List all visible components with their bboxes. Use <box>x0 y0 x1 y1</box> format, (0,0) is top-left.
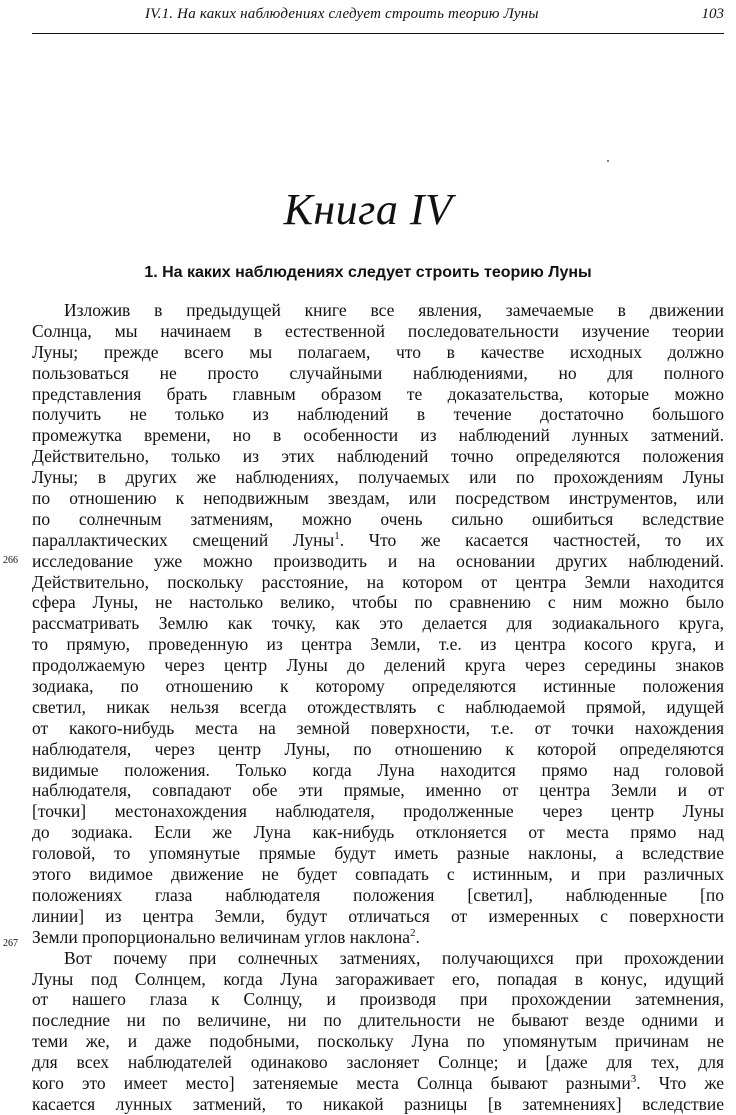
text-line: получить не только из наблюдений в течение достаточно большого <box>32 404 724 425</box>
text-line: исследование уже можно производить и на основании других наблюдений. <box>32 550 724 571</box>
text-line: по отношению к неподвижным звездам, или посредством инструментов, или <box>32 488 724 509</box>
text-line: теми же, и даже подобными, поскольку Луна по упомянутым причинам не <box>32 1031 724 1052</box>
text-line: головой, то упомянутые прямые будут иметь разные наклоны, а вследствие <box>32 843 724 864</box>
book-title: Книга IV <box>283 185 453 234</box>
text-line: видимые положения. Только когда Луна находится прямо над головой <box>32 759 724 780</box>
text-line: Изложив в предыдущей книге все явления, замечаемые в движении <box>64 300 724 320</box>
footnote-mark: 2 <box>409 926 416 939</box>
text-fragment: Земли пропорционально величинам углов наклона <box>32 926 410 947</box>
text-line: этого видимое движение не будет совпадать с истинным, и при различных <box>32 864 724 885</box>
text-line: Вот почему при солнечных затмениях, получающихся при прохождении <box>64 947 724 968</box>
footnote-mark: 1 <box>334 529 340 542</box>
text-line: наблюдателя, через центр Луны, по отношению к которой определяются <box>32 738 724 759</box>
text-line: Действительно, только из этих наблюдений точно определяются положения <box>32 446 724 467</box>
text-line: последние ни по величине, ни по длительности не бывают везде одними и <box>32 1010 724 1031</box>
text-line: зодиака, по отношению к которому определяются истинные положения <box>32 676 724 697</box>
text-line: сфера Луны, не настолько велико, чтобы по сравнению с ним можно было <box>32 592 724 613</box>
text-line: то прямую, проведенную из центра Земли, т.е. из центра косого круга, и <box>32 634 724 655</box>
running-title: IV.1. На каких наблюдениях следует строить теорию Луны <box>145 6 539 22</box>
running-header <box>32 6 724 32</box>
text-line: светил, никак нельзя всегда отождествлять с наблюдаемой прямой, идущей <box>32 696 724 717</box>
footnote-mark: 3 <box>630 1073 637 1086</box>
text-line: наблюдателя, совпадают обе эти прямые, именно от центра Земли и от <box>32 780 724 801</box>
text-line: рассматривать Землю как точку, как это делается для зодиакального круга, <box>32 613 724 634</box>
text-line: касается лунных затмений, то никакой разницы [в затемнениях] вследствие <box>32 1093 724 1114</box>
page-number: 103 <box>701 6 724 22</box>
text-line: от нашего глаза к Солнцу, и производя при прохождении затемнения, <box>32 989 724 1010</box>
text-line <box>32 1073 724 1094</box>
text-fragment: параллактических смещений Луны <box>32 529 335 550</box>
text-fragment: кого это имеет место] затеняемые места Солнца бывают разными <box>32 1072 631 1093</box>
text-line: Действительно, поскольку расстояние, на котором от центра Земли находится <box>32 571 724 592</box>
text-line: Луны; в других же наблюдениях, получаемых или по прохождениям Луны <box>32 467 724 488</box>
text-line: Луны; прежде всего мы полагаем, что в качестве исходных должно <box>32 341 724 362</box>
text-line: пользоваться не просто случайными наблюдениями, но для полного <box>32 362 724 383</box>
text-line: до зодиака. Если же Луна как-нибудь отклоняется от места прямо над <box>32 822 724 843</box>
text-line: по солнечным затмениям, можно очень сильно ошибиться вследствие <box>32 508 724 529</box>
body-text <box>32 300 724 1115</box>
text-line: Луны под Солнцем, когда Луна загораживает его, попадая в конус, идущий <box>32 968 724 989</box>
margin-page-number: 267 <box>3 938 18 949</box>
text-fragment: . Что же <box>636 1072 724 1093</box>
header-rule <box>32 33 724 34</box>
text-line: линии] из центра Земли, будут отличаться от измеренных с поверхности <box>32 905 724 926</box>
text-line <box>32 927 724 948</box>
text-line <box>32 530 724 551</box>
text-fragment: . Что же касается частностей, то их <box>339 529 725 550</box>
text-line: промежутка времени, но в особенности из наблюдений лунных затмений. <box>32 425 724 446</box>
text-line: положениях глаза наблюдателя положения [светил], наблюденные [по <box>32 884 724 905</box>
margin-page-number: 266 <box>3 555 18 566</box>
text-fragment: . <box>415 926 420 947</box>
text-line: Солнца, мы начинаем в естественной последовательности изучение теории <box>32 320 724 341</box>
text-line: для всех наблюдателей одинаково заслоняет Солнце; и [даже для тех, для <box>32 1052 724 1073</box>
text-line: от какого-нибудь места на земной поверхности, т.е. от точки нахождения <box>32 717 724 738</box>
text-line: [точки] местонахождения наблюдателя, продолженные через центр Луны <box>32 801 724 822</box>
print-speck <box>607 160 609 162</box>
text-line: продолжаемую через центр Луны до делений круга через середины знаков <box>32 655 724 676</box>
section-heading: 1. На каких наблюдениях следует строить теорию Луны <box>144 264 592 281</box>
text-line: представления брать главным образом те доказательства, которые можно <box>32 383 724 404</box>
